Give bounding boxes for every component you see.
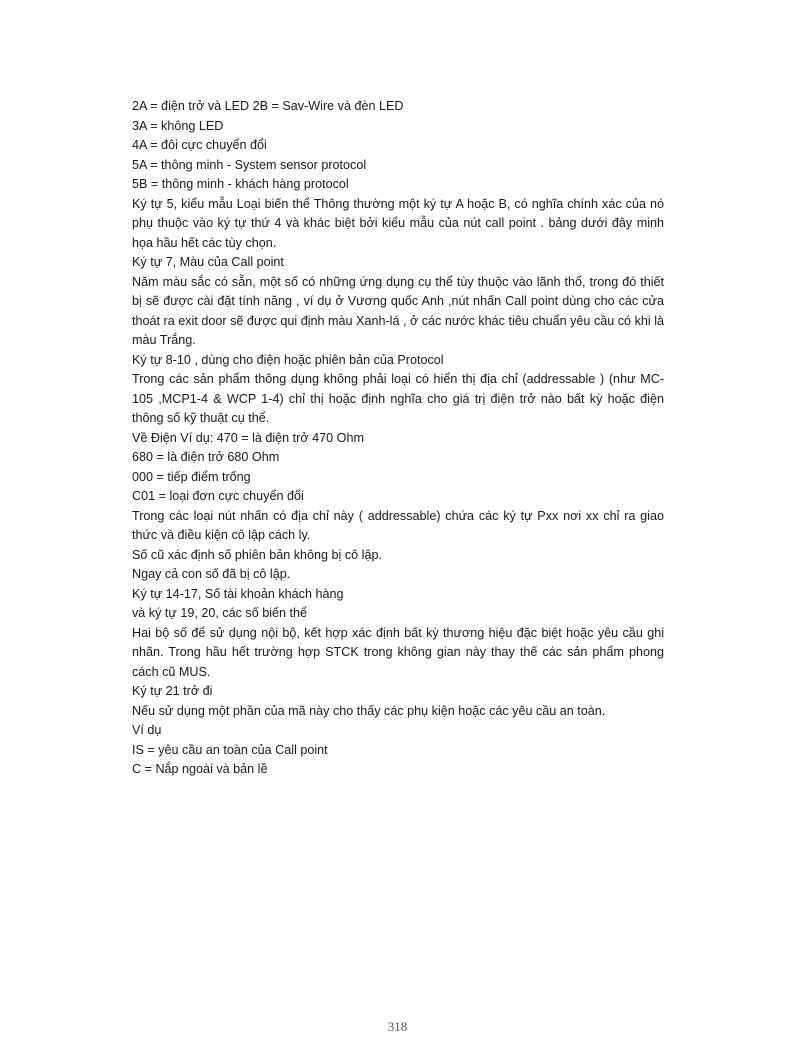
paragraph-addressable: Trong các loại nút nhấn có địa chỉ này ( addressable) chứa các ký tự Pxx nơi xx chỉ ra giao thức và điều kiện cô lập cách ly. [132,508,664,542]
paragraph-colors: Năm màu sắc có sẵn, một số có những ứng dụng cụ thể tùy thuộc vào lãnh thổ, trong đó thiết bị sẽ được cài đặt tính năng , ví dụ ở Vương quốc Anh ,nút nhấn Call point dùng cho các cửa thoát ra exit door sẽ được qui định màu Xanh-lá , ở các nước khác tiêu chuẩn yêu cầu có khi là màu Trắng. [132,274,664,347]
text-line-2a: 2A = điện trở và LED 2B = Sav-Wire và đèn LED [132,99,404,113]
text-line-000: 000 = tiếp điểm trống [132,469,251,484]
text-line-old-number: Số cũ xác định số phiên bản không bị cô lập. [132,547,382,562]
text-line-is: IS = yêu cầu an toàn của Call point [132,742,328,757]
heading-char-21: Ký tự 21 trở đi [132,684,213,698]
paragraph-internal-use: Hai bộ số để sử dụng nội bộ, kết hợp xác định bất kỳ thương hiệu đặc biệt hoặc yêu cầu ghi nhãn. Trong hầu hết trường hợp STCK trong không gian này thay thế các sản phẩm phong cách cũ MUS. [132,625,664,679]
text-line-4a: 4A = đôi cực chuyển đổi [132,138,267,152]
text-line-example: Ví dụ [132,723,162,737]
text-line-3a: 3A = không LED [132,118,224,133]
text-line-isolated: Ngay cả con số đã bị cô lập. [132,567,291,581]
text-line-5b: 5B = thông minh - khách hàng protocol [132,177,349,191]
text-line-c: C = Nắp ngoài và bản lề [132,762,268,776]
text-line-470: Về Điện Ví dụ: 470 = là điện trở 470 Ohm [132,430,364,445]
text-line-680: 680 = là điện trở 680 Ohm [132,450,280,464]
page-number: 318 [387,1019,408,1034]
paragraph-conventional: Trong các sản phẩm thông dụng không phải loại có hiển thị địa chỉ (addressable ) (như MC-105 ,MCP1-4 & WCP 1-4) chỉ thị hoặc định nghĩa cho giá trị điện trở nào bất kỳ hoặc điện thông số kỹ thuật cụ thể. [132,372,664,425]
text-line-c01: C01 = loại đơn cực chuyển đổi [132,489,304,503]
heading-char-7: Ký tự 7, Màu của Call point [132,255,284,269]
heading-char-8-10: Ký tự 8-10 , dùng cho điện hoặc phiên bản của Protocol [132,352,444,367]
text-line-accessories: Nếu sử dụng một phần của mã này cho thấy các phụ kiện hoặc các yêu cầu an toàn. [132,703,606,718]
text-line-5a: 5A = thông minh - System sensor protocol [132,157,367,172]
text-line-char-19-20: và ký tự 19, 20, các số biến thể [132,606,308,620]
heading-char-14-17: Ký tự 14-17, Số tài khoản khách hàng [132,586,344,601]
document-body [132,97,664,780]
paragraph-char-5: Ký tự 5, kiểu mẫu Loại biến thể Thông thường một ký tự A hoặc B, có nghĩa chính xác của nó phụ thuộc vào ký tự thứ 4 và khác biệt bởi kiểu mẫu của nút call point . bảng dưới đây minh họa hầu hết các tùy chọn. [132,196,664,250]
